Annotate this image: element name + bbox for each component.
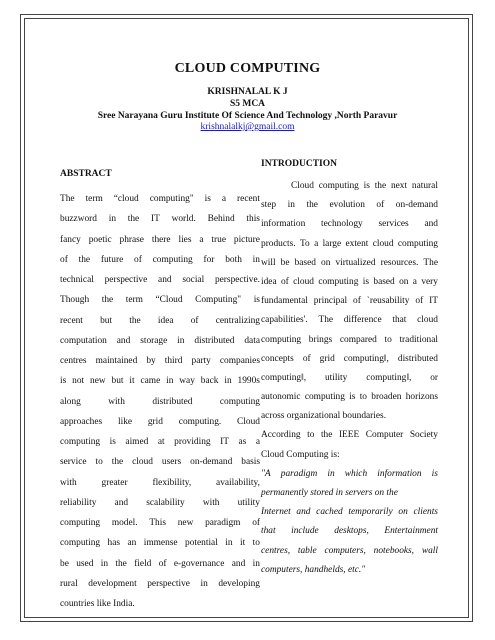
author-name: KRISHNALAL K J (207, 87, 288, 97)
text-line: Cloud computing is the next natural (291, 181, 438, 191)
introduction-body (261, 179, 438, 467)
text-line: approaches like grid computing. Cloud (60, 416, 260, 427)
text-line: of the future of computing for both in (60, 254, 260, 265)
text-line: computing‖, utility computing‖, or (261, 372, 438, 383)
text-line: that include desktops, Entertainment (261, 526, 438, 537)
author-email-link[interactable]: krishnalalkj@gmail.com (200, 122, 295, 132)
text-line: computing has an immense potential in it to (60, 538, 260, 549)
text-line: across organizational boundaries. (261, 411, 387, 422)
abstract-body (60, 191, 260, 616)
text-line: concepts of grid computing‖, distributed (261, 353, 438, 364)
text-line: The term “cloud computing" is a recent (60, 194, 260, 204)
text-line: computing is aimed at providing IT as a (60, 437, 260, 447)
text-line: According to the IEEE Computer Society (261, 430, 438, 441)
text-line: computers, handhelds, etc." (261, 564, 366, 575)
text-line: information technology services and (261, 219, 438, 230)
text-line: is not new but it came in way back in 1990s (60, 376, 260, 387)
text-line: computing brings compared to traditional (261, 334, 438, 345)
text-line: buzzword in the IT world. Behind this (60, 214, 260, 225)
text-line: centres, table computers, notebooks, wall (261, 545, 438, 556)
introduction-heading: INTRODUCTION (261, 159, 338, 169)
text-line: will be based on virtualized resources. The (261, 257, 438, 268)
text-line: products. To a large extent cloud computing (261, 238, 438, 249)
text-line: service to the cloud users on-demand basis (60, 457, 260, 468)
text-line: technical perspective and social perspective. (60, 275, 260, 285)
text-line: autonomic computing is to broaden horizons (261, 392, 438, 403)
text-line: rural development perspective in developing (60, 578, 260, 589)
text-line: step in the evolution of on-demand (261, 200, 438, 211)
author-institution: Sree Narayana Guru Institute Of Science And Technology ,North Paravur (97, 111, 398, 121)
abstract-heading: ABSTRACT (60, 169, 112, 179)
text-line: computation and storage in distributed data (60, 335, 260, 346)
text-line: be used in the field of e-governance and in (60, 558, 260, 569)
text-line: capabilities'. The difference that cloud (261, 315, 438, 326)
text-line: idea of cloud computing is based on a very (261, 276, 438, 287)
text-line: along with distributed computing (60, 396, 260, 407)
text-line: fancy poetic phrase there lies a true picture (60, 234, 260, 245)
text-line: reliability and scalability with utility (60, 497, 260, 508)
author-class: S5 MCA (229, 99, 266, 109)
abstract-section (60, 167, 260, 616)
text-line: computing model. This new paradigm of (60, 518, 260, 528)
text-line: countries like India. (60, 599, 135, 609)
text-line: Internet and cached temporarily on clients (261, 507, 438, 518)
text-line: fundamental principal of `reusability of IT (261, 296, 438, 307)
text-line: Though the term “Cloud Computing" is (60, 295, 260, 306)
ieee-definition-quote (261, 467, 438, 582)
text-line: permanently stored in servers on the (261, 488, 398, 498)
text-line: "A paradigm in which information is (261, 468, 438, 479)
text-line: recent but the idea of centralizing (60, 315, 260, 326)
paper-title: CLOUD COMPUTING (174, 61, 321, 76)
introduction-section (261, 157, 438, 582)
text-line: Cloud Computing is: (261, 449, 340, 460)
text-line: with greater flexibility, availability, (60, 477, 260, 488)
text-line: centres maintained by third party companies (60, 356, 260, 366)
